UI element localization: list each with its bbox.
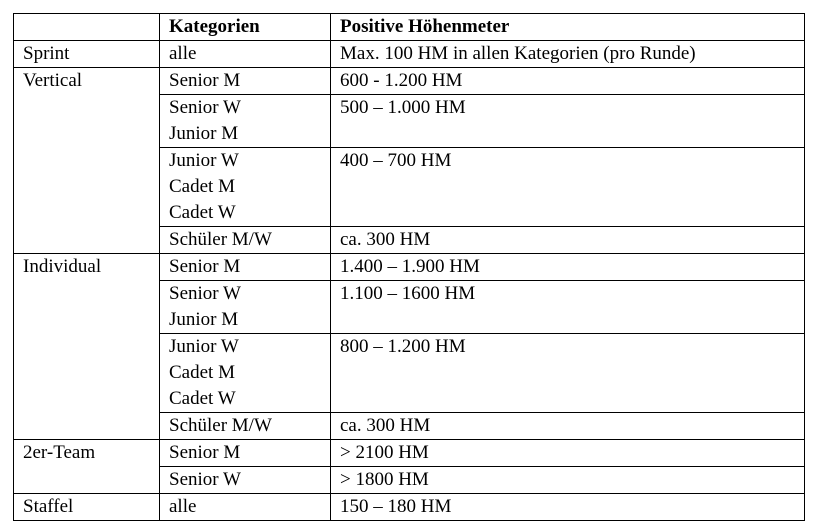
category-label: Senior W (169, 469, 241, 490)
discipline-cell: Vertical (14, 68, 160, 95)
table-row (14, 148, 805, 227)
category-label: Cadet W (169, 388, 236, 409)
discipline-cell: Staffel (14, 494, 160, 521)
discipline-cell (14, 148, 160, 227)
elevation-cell: 150 – 180 HM (331, 494, 805, 521)
categories-cell (160, 68, 331, 95)
categories-cell (160, 467, 331, 494)
table-header-row (14, 14, 805, 41)
table-body (14, 41, 805, 521)
category-label: Cadet W (169, 202, 236, 223)
elevation-cell: 400 – 700 HM (331, 148, 805, 227)
discipline-cell (14, 413, 160, 440)
category-label: alle (169, 43, 197, 64)
elevation-cell: 600 - 1.200 HM (331, 68, 805, 95)
table-row (14, 41, 805, 68)
categories-cell (160, 95, 331, 148)
discipline-cell (14, 281, 160, 334)
categories-cell (160, 148, 331, 227)
header-elevation: Positive Höhenmeter (331, 14, 805, 41)
elevation-table (13, 13, 805, 521)
category-label: Schüler M/W (169, 415, 272, 436)
elevation-cell: ca. 300 HM (331, 227, 805, 254)
elevation-cell: 500 – 1.000 HM (331, 95, 805, 148)
category-label: Senior M (169, 70, 241, 91)
table-row (14, 334, 805, 413)
elevation-cell: Max. 100 HM in allen Kategorien (pro Runde) (331, 41, 805, 68)
discipline-cell (14, 95, 160, 148)
table-row (14, 494, 805, 521)
category-label: Senior M (169, 442, 241, 463)
categories-cell (160, 494, 331, 521)
category-label: Senior W (169, 97, 241, 118)
elevation-cell: > 2100 HM (331, 440, 805, 467)
category-label: Cadet M (169, 362, 235, 383)
categories-cell (160, 281, 331, 334)
elevation-cell: 1.400 – 1.900 HM (331, 254, 805, 281)
categories-cell (160, 334, 331, 413)
table-row (14, 254, 805, 281)
table-row (14, 440, 805, 467)
table-row (14, 68, 805, 95)
categories-cell (160, 413, 331, 440)
category-label: Junior M (169, 309, 239, 330)
categories-cell (160, 254, 331, 281)
elevation-cell: ca. 300 HM (331, 413, 805, 440)
elevation-cell: 800 – 1.200 HM (331, 334, 805, 413)
categories-cell (160, 227, 331, 254)
category-label: Junior M (169, 123, 239, 144)
category-label: Cadet M (169, 176, 235, 197)
category-label: Senior W (169, 283, 241, 304)
discipline-cell: Individual (14, 254, 160, 281)
table-row (14, 281, 805, 334)
category-label: Schüler M/W (169, 229, 272, 250)
discipline-cell (14, 467, 160, 494)
discipline-cell (14, 227, 160, 254)
categories-cell (160, 41, 331, 68)
category-label: alle (169, 496, 197, 517)
table-row (14, 227, 805, 254)
elevation-cell: > 1800 HM (331, 467, 805, 494)
header-discipline (14, 14, 160, 41)
table-row (14, 95, 805, 148)
discipline-cell: Sprint (14, 41, 160, 68)
table-row (14, 413, 805, 440)
category-label: Junior W (169, 150, 239, 171)
table-row (14, 467, 805, 494)
elevation-cell: 1.100 – 1600 HM (331, 281, 805, 334)
categories-cell (160, 440, 331, 467)
discipline-cell (14, 334, 160, 413)
header-categories: Kategorien (160, 14, 331, 41)
discipline-cell: 2er-Team (14, 440, 160, 467)
category-label: Senior M (169, 256, 241, 277)
category-label: Junior W (169, 336, 239, 357)
